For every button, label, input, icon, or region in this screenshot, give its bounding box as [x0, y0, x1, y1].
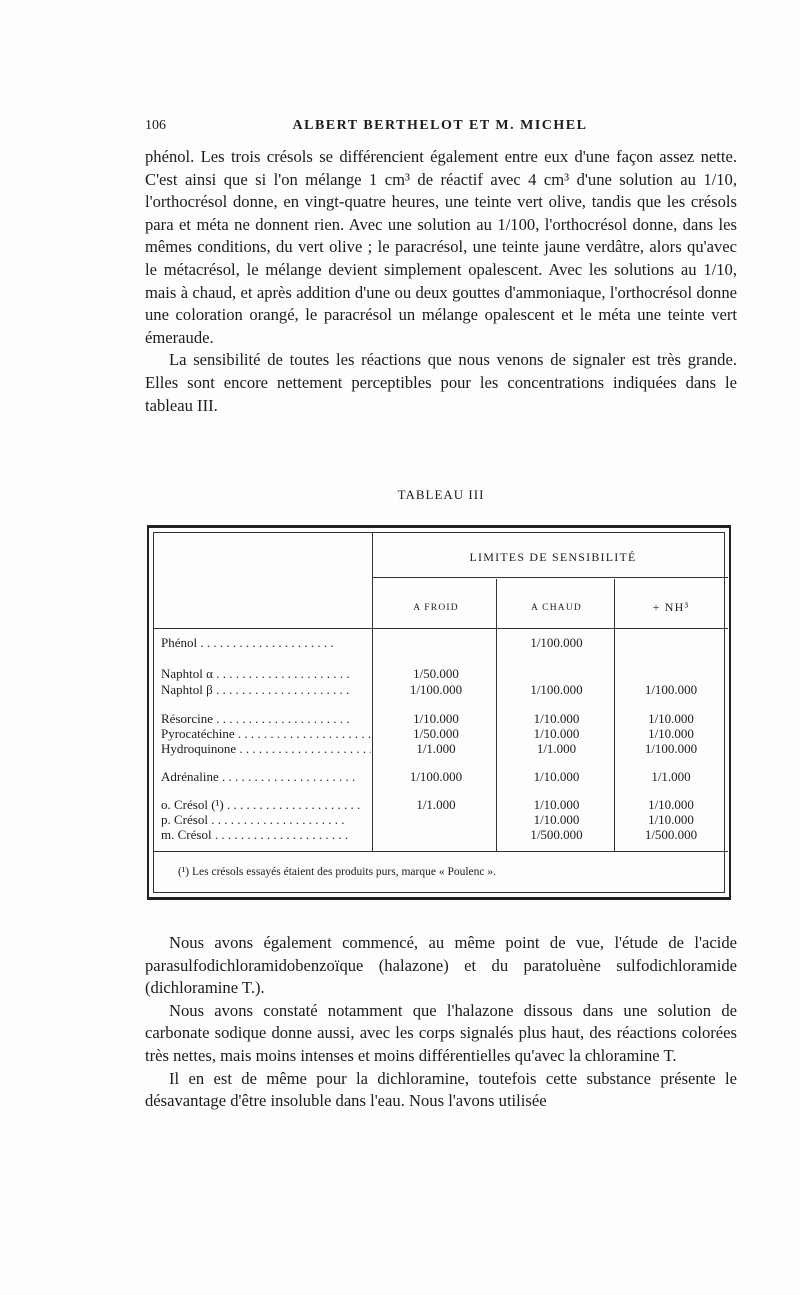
cell-froid: 1/50.000: [413, 726, 459, 741]
row-name: m. Crésol . . .: [161, 827, 371, 843]
table-row: [154, 741, 728, 757]
column-header-froid: A FROID: [413, 603, 459, 613]
cell-nh3: 1/100.000: [644, 682, 698, 697]
row-name: Phénol . . .: [161, 635, 371, 651]
cell-chaud: 1/10.000: [533, 769, 580, 784]
cell-froid: 1/50.000: [413, 666, 459, 681]
table-row: [154, 797, 728, 813]
cell-chaud: 1/10.000: [533, 812, 580, 827]
row-name: p. Crésol . . .: [161, 812, 371, 828]
header-rule: [154, 628, 728, 629]
row-name: Naphtol β . . .: [161, 682, 371, 698]
row-name: Résorcine . . .: [161, 711, 371, 727]
row-name: o. Crésol (¹) . . .: [161, 797, 371, 813]
cell-nh3: 1/10.000: [648, 726, 694, 741]
table-row: [154, 827, 728, 843]
cell-chaud: 1/100.000: [530, 635, 583, 650]
column-header-chaud: A CHAUD: [531, 603, 582, 613]
table-row: [154, 635, 728, 651]
cell-froid: 1/10.000: [413, 711, 459, 726]
paragraph-halazone-results: Nous avons constaté notamment que l'halazone dissous dans une solution de carbonate sodique donne aussi, avec les corps signalés plus haut, des réactions colorées très nettes, mais moins intenses et moins différentielles qu'avec la chloramine T.: [145, 1000, 737, 1065]
top-text-block: [145, 146, 737, 417]
table-caption: TABLEAU III: [397, 487, 485, 502]
cell-chaud: 1/10.000: [533, 797, 580, 812]
table-footnote: (¹) Les crésols essayés étaient des produits purs, marque « Poulenc ».: [178, 866, 497, 878]
cell-froid: 1/1.000: [416, 741, 456, 756]
page-number: 106: [145, 118, 166, 133]
paragraph-cresols: phénol. Les trois crésols se différencient également entre eux d'une façon assez nette. C'est ainsi que si l'on mélange 1 cm³ de réactif avec 4 cm³ d'une solution au 1/10, l'orthocrésol donne, en vingt-quatre heures, une teinte vert olive, tandis que les crésols para et méta ne donnent rien. Avec une solution au 1/100, l'orthocrésol donne, dans les mêmes conditions, du vert olive ; le paracrésol, une teinte jaune verdâtre, alors qu'avec le métacrésol, le mélange devient simplement opalescent. Avec les solutions au 1/10, mais à chaud, et après addition d'une ou deux gouttes d'ammoniaque, l'orthocrésol donne une coloration orangé, le paracrésol un mélange opalescent et le méta une teinte vert émeraude.: [145, 147, 737, 347]
cell-chaud: 1/1.000: [536, 741, 577, 756]
sensitivity-table: [147, 525, 731, 900]
row-name: Pyrocatéchine . . .: [161, 726, 371, 742]
table-row: [154, 769, 728, 785]
table-row: [154, 711, 728, 727]
cell-chaud: 1/10.000: [533, 726, 580, 741]
cell-froid: 1/100.000: [409, 769, 463, 784]
table-row: [154, 812, 728, 828]
group-header: LIMITES DE SENSIBILITÉ: [469, 550, 637, 564]
cell-nh3: 1/1.000: [651, 769, 691, 784]
cell-nh3: 1/100.000: [644, 741, 698, 756]
cell-chaud: 1/500.000: [530, 827, 583, 842]
row-name: Adrénaline . . .: [161, 769, 371, 785]
footnote-rule: [154, 851, 728, 852]
table-row: [154, 666, 728, 682]
table-row: [154, 726, 728, 742]
paragraph-dichloramine: Il en est de même pour la dichloramine, toutefois cette substance présente le désavantage d'être insoluble dans l'eau. Nous l'avons utilisée: [145, 1068, 737, 1111]
row-name: Naphtol α . . .: [161, 666, 371, 682]
cell-chaud: 1/10.000: [533, 711, 580, 726]
cell-nh3: 1/10.000: [648, 711, 694, 726]
row-name: Hydroquinone . . .: [161, 741, 371, 757]
cell-froid: 1/100.000: [409, 682, 463, 697]
table-inner-border: [153, 532, 725, 893]
running-title: ALBERT BERTHELOT ET M. MICHEL: [292, 118, 588, 133]
paragraph-halazone-study: Nous avons également commencé, au même point de vue, l'étude de l'acide parasulfodichloramidobenzoïque (halazone) et du paratoluène sulfodichloramide (dichloramine T.).: [145, 933, 737, 998]
cell-chaud: 1/100.000: [530, 682, 583, 697]
column-header-nh3: + NH³: [652, 600, 690, 614]
table-row: [154, 682, 728, 698]
bottom-text-block: [145, 932, 737, 1113]
cell-froid: 1/1.000: [416, 797, 456, 812]
paragraph-sensitivity: La sensibilité de toutes les réactions que nous venons de signaler est très grande. Elles sont encore nettement perceptibles pour les concentrations indiquées dans le tableau III.: [145, 350, 737, 415]
group-header-rule: [372, 577, 728, 578]
cell-nh3: 1/10.000: [648, 797, 694, 812]
cell-nh3: 1/500.000: [644, 827, 698, 842]
cell-nh3: 1/10.000: [648, 812, 694, 827]
running-header: [145, 118, 735, 140]
